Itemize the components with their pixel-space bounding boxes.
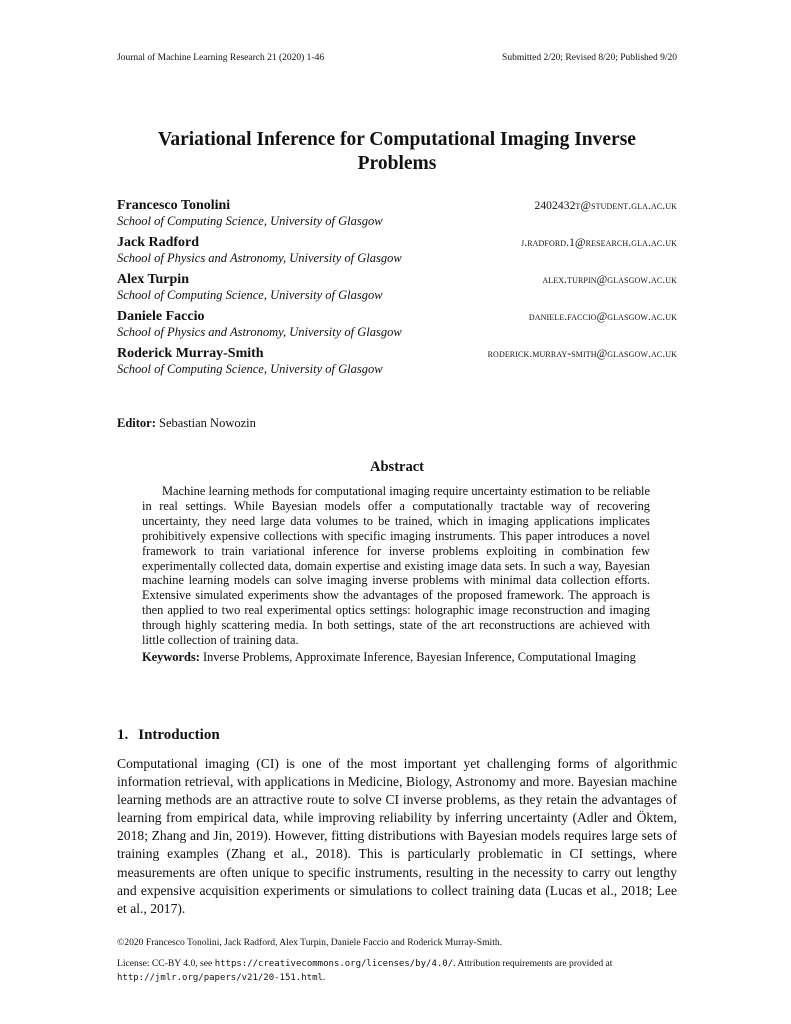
author-affiliation: School of Physics and Astronomy, University of Glasgow [117,251,402,265]
editor-label: Editor: [117,416,156,430]
author-affiliation: School of Computing Science, University of Glasgow [117,214,383,228]
author-name: Daniele Faccio [117,309,205,324]
running-head [117,53,677,63]
abstract-text: Machine learning methods for computational imaging require uncertainty estimation to be reliable in real settings. While Bayesian models offer a computationally tractable way of recovering uncertainty, they need large data volumes to be trained, which in imaging applications implicates prohibitively expensive collections with specific imaging instruments. This paper introduces a novel framework to train variational inference for inverse problems exploiting in combination few experimentally collected data, domain expertise and existing image data sets. In such a way, Bayesian machine learning models can solve imaging inverse problems with minimal data collection efforts. Extensive simulated experiments show the advantages of the proposed framework. The approach is then applied to two real experimental optics settings: holographic image reconstruction and imaging through highly scattering media. In both settings, state of the art reconstructions are achieved with little collection of training data. [142,484,650,648]
editor-line [117,416,256,431]
author-email[interactable]: daniele.faccio@glasgow.ac.uk [528,311,677,323]
keywords [142,650,650,665]
section-title: Introduction [138,727,220,743]
author-email[interactable]: alex.turpin@glasgow.ac.uk [542,274,677,286]
author-affiliation: School of Physics and Astronomy, University of Glasgow [117,325,402,339]
publication-dates: Submitted 2/20; Revised 8/20; Published 9/20 [502,53,677,63]
author-affiliation: School of Computing Science, University of Glasgow [117,362,383,376]
author-email[interactable]: roderick.murray-smith@glasgow.ac.uk [487,348,677,360]
title-line-1: Variational Inference for Computational Imaging Inverse [158,129,636,150]
author-name: Jack Radford [117,235,200,250]
title-line-2: Problems [357,153,437,174]
license-notice [117,957,677,985]
author-block [117,345,677,377]
author-email[interactable]: 2402432t@student.gla.ac.uk [534,200,677,212]
author-block [117,271,677,303]
license-link[interactable]: https://creativecommons.org/licenses/by/4.0/ [214,959,454,969]
abstract-heading: Abstract [370,459,424,475]
keywords-list: Inverse Problems, Approximate Inference, Bayesian Inference, Computational Imaging [202,649,636,664]
copyright-notice: ©2020 Francesco Tonolini, Jack Radford, Alex Turpin, Daniele Faccio and Roderick Murray-Smith. [117,937,503,948]
author-name: Roderick Murray-Smith [117,346,264,361]
abstract-body [142,484,650,665]
author-email[interactable]: j.radford.1@research.gla.ac.uk [521,237,677,249]
editor-name: Sebastian Nowozin [159,416,256,430]
section-heading [117,727,230,744]
footer [117,936,677,985]
author-name: Alex Turpin [117,272,189,287]
author-block [117,197,677,229]
attribution-link[interactable]: http://jmlr.org/papers/v21/20-151.html [117,973,323,983]
keywords-label: Keywords: [142,649,200,664]
introduction-paragraph: Computational imaging (CI) is one of the most important yet challenging forms of algorithmic information retrieval, with applications in Medicine, Biology, Astronomy and more. Bayesian machine learning methods are an attractive route to solve CI inverse problems, as they retain the advantages of learning from empirical data, while improving reliability by inferring uncertainty (Adler and Öktem, 2018; Zhang and Jin, 2019). However, fitting distributions with Bayesian models requires large sets of training examples (Zhang et al., 2018). This is particularly problematic in CI settings, where measurements are often unique to specific instruments, resulting in the necessity to carry out lengthy and expensive acquisition experiments or simulations to collect training data (Lucas et al., 2018; Lee et al., 2017). [117,756,677,916]
author-name: Francesco Tonolini [117,198,231,213]
journal-name: Journal of Machine Learning Research 21 (2020) 1-46 [117,53,325,63]
section-number: 1. [117,727,129,743]
license-mid: . Attribution requirements are provided at [453,958,613,969]
author-block [117,308,677,340]
author-block [117,234,677,266]
paper-title [117,128,677,176]
author-list [117,197,677,382]
license-end: . [322,972,326,983]
license-prefix: License: CC-BY 4.0, see [117,958,215,969]
author-affiliation: School of Computing Science, University of Glasgow [117,288,383,302]
